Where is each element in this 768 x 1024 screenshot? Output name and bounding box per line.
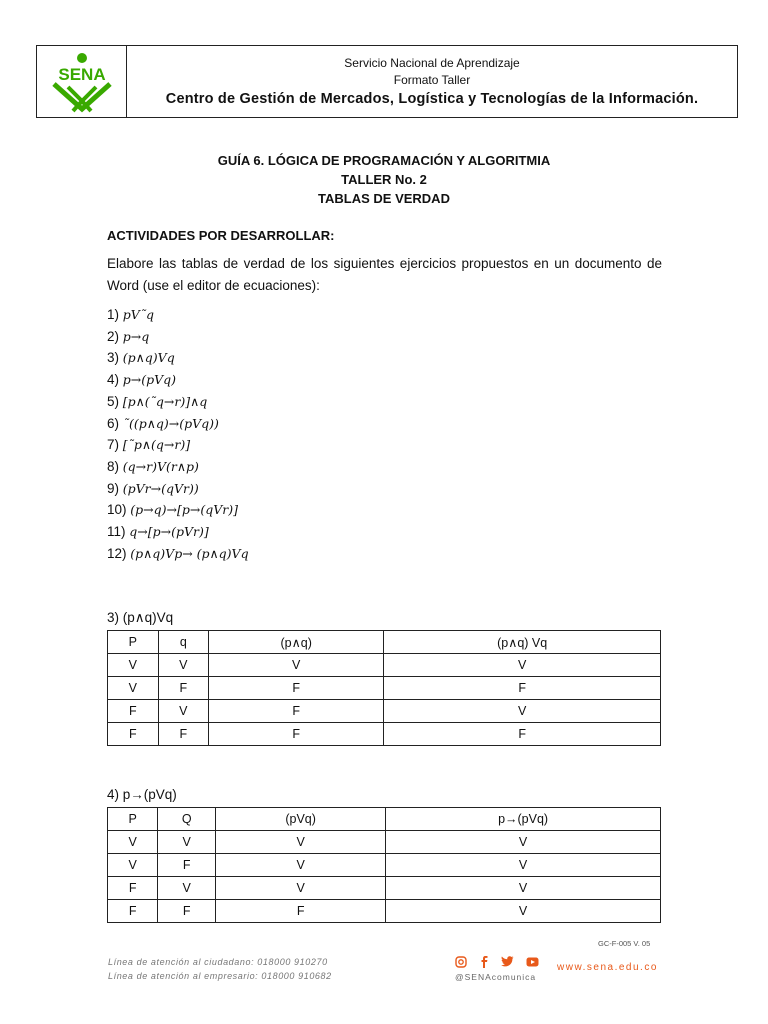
table-cell: V (108, 677, 159, 700)
sena-logo-icon (46, 51, 118, 113)
table-cell: F (158, 723, 209, 746)
workshop-number: TALLER No. 2 (341, 172, 427, 187)
table-cell: F (209, 677, 384, 700)
instagram-icon[interactable] (455, 956, 467, 968)
list-item: 5) [p∧(˜q→r)]∧q (107, 393, 208, 409)
table-cell: V (209, 654, 384, 677)
table-cell: V (108, 831, 158, 854)
table-header-cell: P (108, 808, 158, 831)
guide-title: GUÍA 6. LÓGICA DE PROGRAMACIÓN Y ALGORITMIA (217, 153, 551, 168)
activities-heading: ACTIVIDADES POR DESARROLLAR: (107, 228, 335, 243)
table-cell: V (386, 854, 661, 877)
social-icons (455, 955, 539, 968)
social-handle: @SENAcomunica (455, 972, 537, 982)
table-row (108, 654, 661, 677)
citizen-line: Línea de atención al ciudadano: 018000 910270 (108, 957, 328, 967)
format-name: Formato Taller (393, 72, 471, 87)
topic-title: TABLAS DE VERDAD (318, 191, 450, 206)
table-row (108, 831, 661, 854)
table-row (108, 854, 661, 877)
table-header-cell: (p∧q) (209, 631, 384, 654)
table-header-cell: q (158, 631, 209, 654)
list-item: 4) p→(pVq) (107, 372, 177, 388)
table-cell: F (108, 700, 159, 723)
institution-name: Servicio Nacional de Aprendizaje (344, 55, 520, 70)
table-cell: F (158, 854, 216, 877)
table-header-cell: (p∧q) Vq (384, 631, 661, 654)
table-cell: V (216, 831, 386, 854)
table1-caption: 3) (p∧q)Vq (107, 610, 174, 625)
table-cell: V (158, 877, 216, 900)
list-item: 11) q→[p→(pVr)] (107, 524, 209, 540)
footer-contact (108, 955, 332, 983)
table-cell: V (158, 654, 209, 677)
table-header-cell: Q (158, 808, 216, 831)
table-cell: F (384, 723, 661, 746)
business-line: Línea de atención al empresario: 018000 910682 (108, 971, 332, 981)
instructions-paragraph: Elabore las tablas de verdad de los siguientes ejercicios propuestos en un documento de Word (use el editor de ecuaciones): (107, 256, 662, 293)
website-link[interactable]: www.sena.edu.co (557, 962, 658, 973)
table-row (108, 700, 661, 723)
table-row (108, 723, 661, 746)
center-name: Centro de Gestión de Mercados, Logística y Tecnologías de la Información. (165, 90, 699, 107)
list-item: 12) (p∧q)Vp→ (p∧q)Vq (107, 545, 249, 561)
table-cell: F (108, 877, 158, 900)
table-cell: V (386, 831, 661, 854)
table-cell: F (108, 900, 158, 923)
table-cell: F (384, 677, 661, 700)
sena-logo (37, 46, 127, 117)
table-cell: V (216, 854, 386, 877)
table-cell: F (108, 723, 159, 746)
list-item: 8) (q→r)V(r∧p) (107, 458, 199, 474)
twitter-icon[interactable] (501, 956, 514, 967)
svg-text:SENA: SENA (57, 64, 106, 84)
table-cell: F (209, 723, 384, 746)
truth-table-1 (107, 630, 661, 746)
table2-caption: 4) p→(pVq) (107, 787, 177, 802)
table-header-row (108, 631, 661, 654)
table-cell: F (216, 900, 386, 923)
list-item: 2) p→q (107, 328, 150, 344)
table-cell: V (386, 877, 661, 900)
youtube-icon[interactable] (526, 957, 539, 967)
exercise-list (107, 304, 249, 564)
table-row (108, 877, 661, 900)
table-cell: V (108, 654, 159, 677)
list-item: 3) (p∧q)Vq (107, 350, 175, 366)
list-item: 1) pV˜q (107, 307, 155, 322)
form-code: GC-F-005 V. 05 (598, 939, 651, 948)
table-cell: V (108, 854, 158, 877)
table-cell: V (216, 877, 386, 900)
list-item: 10) (p→q)→[p→(qVr)] (107, 502, 238, 518)
table-cell: V (158, 700, 209, 723)
table-header-row (108, 808, 661, 831)
table-cell: F (158, 677, 209, 700)
table-cell: V (158, 831, 216, 854)
truth-table-2 (107, 807, 661, 923)
table-cell: V (384, 654, 661, 677)
list-item: 9) (pVr→(qVr)) (107, 480, 199, 496)
table-cell: V (386, 900, 661, 923)
list-item: 6) ˜((p∧q)→(pVq)) (107, 415, 219, 431)
table-cell: V (384, 700, 661, 723)
table-header-cell: p→(pVq) (386, 808, 661, 831)
table-cell: F (209, 700, 384, 723)
document-header (36, 45, 738, 118)
facebook-icon[interactable] (479, 955, 489, 968)
list-item: 7) [˜p∧(q→r)] (107, 437, 191, 453)
table-cell: F (158, 900, 216, 923)
table-header-cell: P (108, 631, 159, 654)
table-row (108, 900, 661, 923)
table-header-cell: (pVq) (216, 808, 386, 831)
table-row (108, 677, 661, 700)
